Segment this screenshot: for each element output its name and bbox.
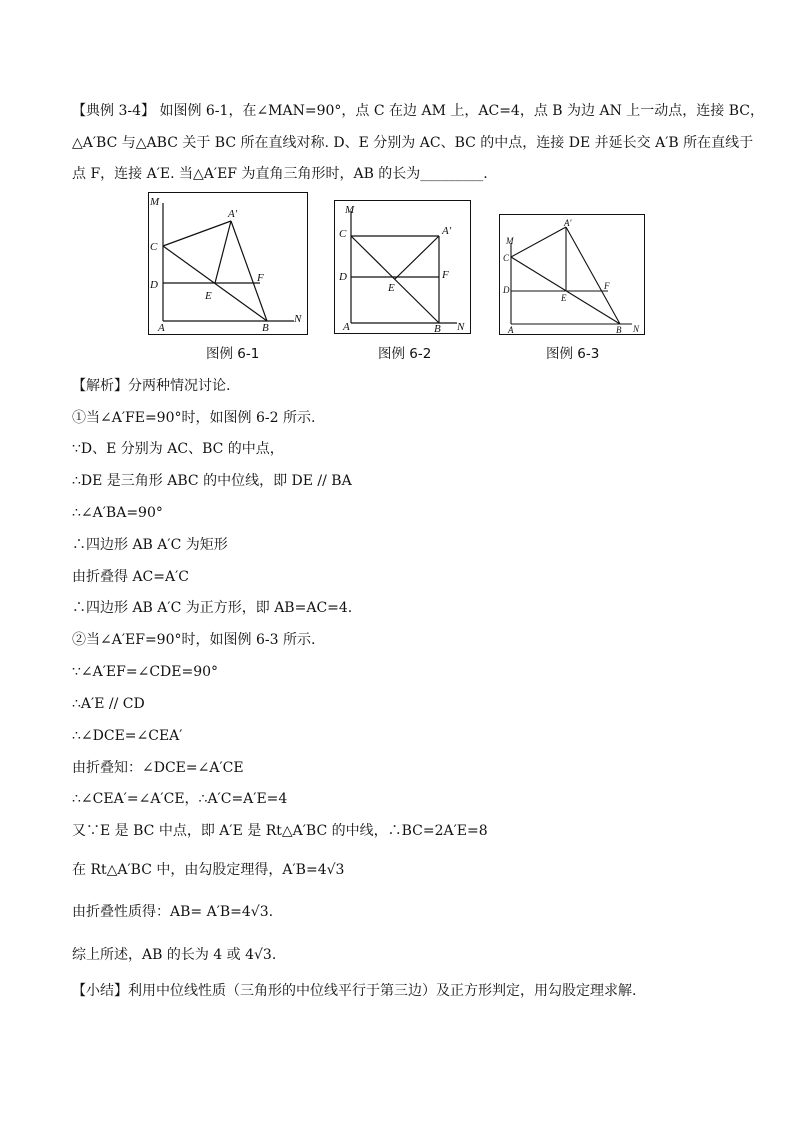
label-D: D xyxy=(150,279,158,291)
figure-6-3-diagram xyxy=(500,215,646,336)
solution-line-16: 在 Rt△A′BC 中，由勾股定理得，A′B=4√3 xyxy=(72,862,345,878)
seg-CAprime xyxy=(511,227,566,257)
label-A: A xyxy=(508,325,514,335)
label-N: N xyxy=(457,321,465,333)
label-Aprime: A′ xyxy=(564,218,572,228)
solution-line-11: ∴A′E // CD xyxy=(72,696,145,712)
label-D: D xyxy=(503,285,510,295)
figure-6-2 xyxy=(334,200,471,334)
solution-line-9: ②当∠A′EF=90°时，如图例 6-3 所示. xyxy=(72,632,316,648)
seg-AprimeB xyxy=(566,227,620,324)
solution-line-10: ∵∠A′EF=∠CDE=90° xyxy=(72,664,219,680)
figure-6-1-caption: 图例 6-1 xyxy=(206,346,260,362)
figure-6-2-diagram xyxy=(335,201,472,335)
seg-AprimeE xyxy=(395,236,439,279)
figure-6-3-caption: 图例 6-3 xyxy=(546,346,600,362)
label-E: E xyxy=(388,282,395,294)
solution-line-7: 由折叠得 AC=A′C xyxy=(72,569,190,585)
seg-AprimeB xyxy=(231,221,267,321)
label-N: N xyxy=(294,313,302,325)
solution-line-15: 又∵E 是 BC 中点，即 A′E 是 Rt△A′BC 的中线，∴BC=2A′E=8 xyxy=(72,823,488,839)
solution-line-5: ∴∠A′BA=90° xyxy=(72,505,163,521)
label-F: F xyxy=(257,272,264,284)
figure-6-3 xyxy=(499,214,645,335)
solution-line-13: 由折叠知：∠DCE=∠A′CE xyxy=(72,760,244,776)
label-B: B xyxy=(434,323,441,335)
solution-line-2: ①当∠A′FE=90°时，如图例 6-2 所示. xyxy=(72,410,316,426)
label-M: M xyxy=(150,196,160,208)
label-N: N xyxy=(633,324,640,334)
solution-line-4: ∴DE 是三角形 ABC 的中位线，即 DE // BA xyxy=(72,473,352,489)
label-M: M xyxy=(506,236,514,246)
solution-line-8: ∴四边形 AB A′C 为正方形，即 AB=AC=4. xyxy=(72,600,353,616)
label-Aprime: A′ xyxy=(442,225,452,237)
figure-6-2-caption: 图例 6-2 xyxy=(378,346,432,362)
label-B: B xyxy=(616,325,622,335)
problem-line-2: △A′BC 与△ABC 关于 BC 所在直线对称. D、E 分别为 AC、BC 的中点，连接 DE 并延长交 A′B 所在直线于 xyxy=(72,135,754,151)
label-D: D xyxy=(339,271,347,283)
label-F: F xyxy=(604,281,610,291)
label-C: C xyxy=(339,228,347,240)
label-A: A xyxy=(343,321,350,333)
label-M: M xyxy=(345,204,355,216)
label-B: B xyxy=(262,322,269,334)
solution-line-14: ∴∠CEA′=∠A′CE，∴A′C=A′E=4 xyxy=(72,791,288,807)
figure-6-1 xyxy=(148,192,308,335)
figure-6-1-diagram xyxy=(149,193,309,336)
solution-line-6: ∴四边形 AB A′C 为矩形 xyxy=(72,537,228,553)
solution-line-12: ∴∠DCE=∠CEA′ xyxy=(72,728,183,744)
problem-line-3: 点 F，连接 A′E. 当△A′EF 为直角三角形时，AB 的长为_________. xyxy=(72,166,488,182)
seg-AprimeE xyxy=(215,221,231,283)
solution-line-18: 综上所述，AB 的长为 4 或 4√3. xyxy=(72,947,277,963)
label-Aprime: A′ xyxy=(228,208,238,220)
solution-line-1: 【解析】分两种情况讨论. xyxy=(72,378,231,394)
problem-line-1: 【典例 3-4】 如图例 6-1，在∠MAN=90°，点 C 在边 AM 上，AC=4，点 B 为边 AN 上一动点，连接 BC， xyxy=(72,103,764,119)
label-C: C xyxy=(503,253,510,263)
solution-line-3: ∵D、E 分别为 AC、BC 的中点， xyxy=(72,441,284,457)
label-E: E xyxy=(205,290,212,302)
summary-line: 【小结】利用中位线性质（三角形的中位线平行于第三边）及正方形判定，用勾股定理求解. xyxy=(72,983,637,999)
seg-CAprime xyxy=(163,221,231,246)
label-E: E xyxy=(561,293,567,303)
label-F: F xyxy=(442,269,449,281)
label-A: A xyxy=(158,322,165,334)
label-C: C xyxy=(150,241,158,253)
solution-line-17: 由折叠性质得：AB= A′B=4√3. xyxy=(72,904,274,920)
